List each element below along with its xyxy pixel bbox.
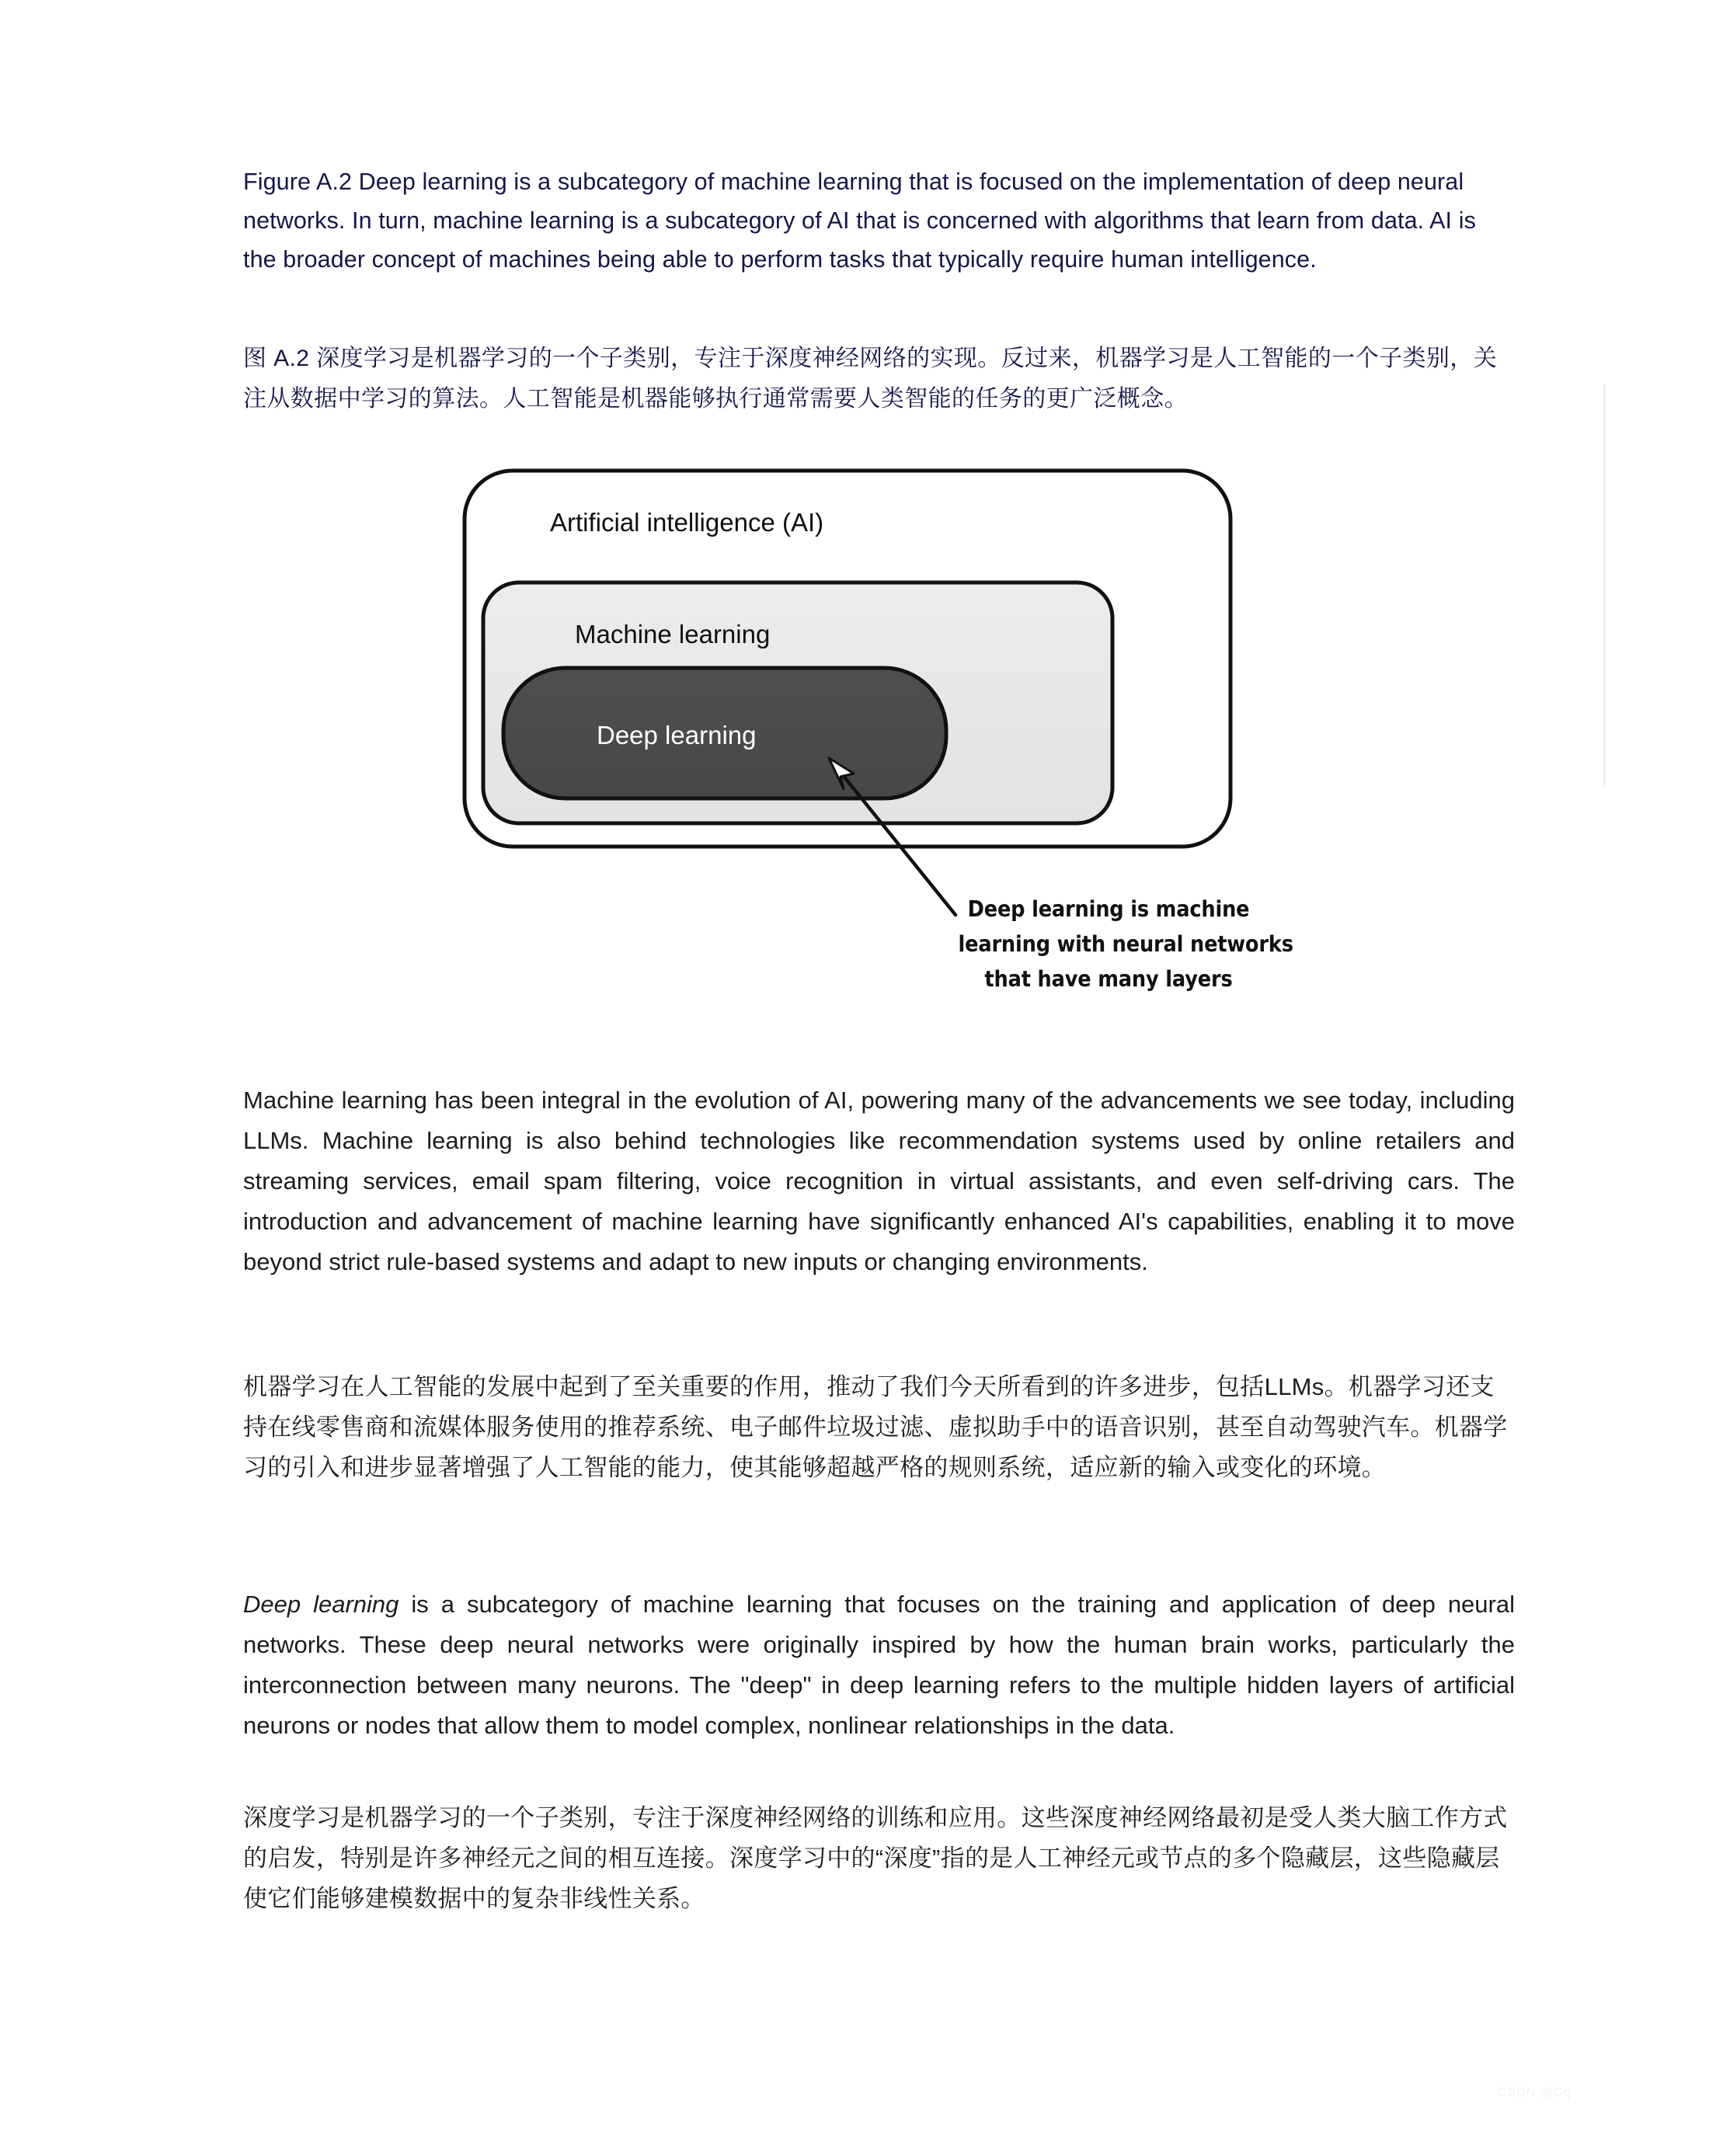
deep-learning-body: is a subcategory of machine learning that focuses on the training and application of deep neural networks. These deep neural networks were originally inspired by how the human brain works, particularly the interconnection between many neurons. The "deep" in deep learning refers to the multiple hidden layers of artificial neurons or nodes that allow them to model complex, nonlinear relationships in the data. — [243, 1591, 1515, 1739]
watermark: CSDN @Cq — [1498, 2086, 1572, 2099]
figure-ai-ml-dl-diagram — [458, 460, 1243, 934]
annotation-line-3: that have many layers — [984, 966, 1233, 992]
page-edge-rule — [1603, 384, 1606, 785]
paragraph-deep-learning-english — [243, 1584, 1515, 1746]
label-machine-learning: Machine learning — [575, 620, 771, 649]
paragraph-deep-learning-chinese: 深度学习是机器学习的一个子类别，专注于深度神经网络的训练和应用。这些深度神经网络最初是受人类大脑工作方式的启发，特别是许多神经元之间的相互连接。深度学习中的“深度”指的是人工神经元或节点的多个隐藏层，这些隐藏层使它们能够建模数据中的复杂非线性关系。 — [243, 1804, 1508, 1912]
label-artificial-intelligence: Artificial intelligence (AI) — [550, 508, 824, 537]
label-deep-learning: Deep learning — [597, 721, 757, 749]
figure-caption-english: Figure A.2 Deep learning is a subcategory of machine learning that is focused on the implementation of deep neural networks. In turn, machine learning is a subcategory of AI that is concerned with algorithms that learn from data. AI is the broader concept of machines being able to perform tasks that typically require human intelligence. — [243, 169, 1476, 273]
paragraph-machine-learning-chinese: 机器学习在人工智能的发展中起到了至关重要的作用，推动了我们今天所看到的许多进步，包括LLMs。机器学习还支持在线零售商和流媒体服务使用的推荐系统、电子邮件垃圾过滤、虚拟助手中的语音识别，甚至自动驾驶汽车。机器学习的引入和进步显著增强了人工智能的能力，使其能够超越严格的规则系统，适应新的输入或变化的环境。 — [243, 1373, 1508, 1481]
deep-learning-emphasis: Deep learning — [243, 1591, 399, 1618]
annotation-line-1: Deep learning is machine — [967, 896, 1250, 922]
figure-caption-chinese: 图 A.2 深度学习是机器学习的一个子类别，专注于深度神经网络的实现。反过来，机器学习是人工智能的一个子类别，关注从数据中学习的算法。人工智能是机器能够执行通常需要人类智能的任务的更广泛概念。 — [243, 346, 1498, 412]
paragraph-machine-learning-english: Machine learning has been integral in the evolution of AI, powering many of the advancements we see today, including LLMs. Machine learning is also behind technologies like recommendation systems used by online retailers and streaming services, email spam filtering, voice recognition in virtual assistants, and even self-driving cars. The introduction and advancement of machine learning have significantly enhanced AI's capabilities, enabling it to move beyond strict rule-based systems and adapt to new inputs or changing environments. — [243, 1087, 1515, 1275]
annotation-line-2: learning with neural networks — [958, 931, 1293, 957]
figure-annotation-callout — [958, 892, 1293, 996]
